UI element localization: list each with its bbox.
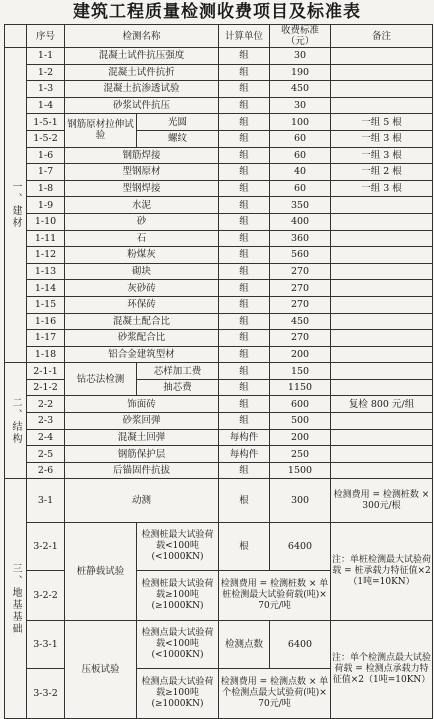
item-no: 1-17 bbox=[27, 330, 65, 347]
item-fee: 1500 bbox=[270, 462, 331, 479]
item-note: 注：单个检测点最大试验荷载 = 检测点承载力特征值×2（1吨=10KN） bbox=[331, 621, 433, 719]
item-fee: 250 bbox=[270, 446, 331, 463]
item-note: 检测费用 = 检测桩数 × 300元/根 bbox=[331, 479, 433, 523]
item-fee: 350 bbox=[270, 197, 331, 214]
item-unit: 组 bbox=[219, 197, 270, 214]
fee-table bbox=[4, 24, 433, 719]
item-name: 环保砖 bbox=[65, 296, 219, 313]
item-unit: 组 bbox=[219, 247, 270, 264]
item-unit: 组 bbox=[219, 97, 270, 114]
table-row bbox=[5, 621, 433, 669]
item-unit: 组 bbox=[219, 330, 270, 347]
item-note bbox=[331, 363, 433, 380]
page-title: 建筑工程质量检测收费项目及标准表 bbox=[73, 2, 361, 22]
item-name: 混凝土抗渗透试验 bbox=[65, 81, 219, 98]
item-fee: 360 bbox=[270, 230, 331, 247]
item-name: 混凝土试件抗折 bbox=[65, 64, 219, 81]
item-unit: 组 bbox=[219, 48, 270, 65]
item-name: 砌块 bbox=[65, 263, 219, 280]
item-note bbox=[331, 247, 433, 264]
table-row bbox=[5, 263, 433, 280]
item-fee: 60 bbox=[270, 130, 331, 147]
item-unit: 组 bbox=[219, 363, 270, 380]
item-note bbox=[331, 296, 433, 313]
item-note bbox=[331, 197, 433, 214]
item-note bbox=[331, 313, 433, 330]
item-no: 1-10 bbox=[27, 213, 65, 230]
item-unit: 组 bbox=[219, 462, 270, 479]
item-no: 1-6 bbox=[27, 147, 65, 164]
table-row bbox=[5, 180, 433, 197]
item-unit: 组 bbox=[219, 230, 270, 247]
item-name: 混凝土配合比 bbox=[65, 313, 219, 330]
item-no: 1-14 bbox=[27, 280, 65, 297]
item-no: 1-7 bbox=[27, 164, 65, 181]
item-unit: 组 bbox=[219, 114, 270, 131]
item-fee: 60 bbox=[270, 147, 331, 164]
table-row bbox=[5, 462, 433, 479]
item-name: 检测桩最大试验荷载<100吨(<1000KN) bbox=[137, 523, 219, 571]
item-fee: 60 bbox=[270, 180, 331, 197]
item-note: 注：单桩检测最大试验荷载 = 桩承载力特征值×2（1吨=10KN） bbox=[331, 523, 433, 621]
item-unit: 组 bbox=[219, 64, 270, 81]
item-fee: 400 bbox=[270, 213, 331, 230]
item-fee: 300 bbox=[270, 479, 331, 523]
item-note bbox=[331, 379, 433, 396]
item-unit: 组 bbox=[219, 313, 270, 330]
item-note bbox=[331, 263, 433, 280]
item-no: 2-5 bbox=[27, 446, 65, 463]
item-group: 钻芯法检测 bbox=[65, 363, 137, 396]
item-note bbox=[331, 280, 433, 297]
item-no: 1-11 bbox=[27, 230, 65, 247]
table-row bbox=[5, 363, 433, 380]
item-fee: 150 bbox=[270, 363, 331, 380]
table-row bbox=[5, 413, 433, 430]
item-no: 1-4 bbox=[27, 97, 65, 114]
item-fee: 100 bbox=[270, 114, 331, 131]
item-no: 1-5-1 bbox=[27, 114, 65, 131]
item-unit: 根 bbox=[219, 523, 270, 571]
item-note bbox=[331, 413, 433, 430]
item-unit: 组 bbox=[219, 81, 270, 98]
item-fee: 560 bbox=[270, 247, 331, 264]
item-no: 1-9 bbox=[27, 197, 65, 214]
item-fee: 200 bbox=[270, 346, 331, 363]
item-unit: 组 bbox=[219, 263, 270, 280]
item-note: 一组 3 根 bbox=[331, 147, 433, 164]
item-note bbox=[331, 462, 433, 479]
item-no: 1-12 bbox=[27, 247, 65, 264]
item-name: 石 bbox=[65, 230, 219, 247]
item-name: 钢筋焊接 bbox=[65, 147, 219, 164]
item-fee: 1150 bbox=[270, 379, 331, 396]
item-name: 型钢原材 bbox=[65, 164, 219, 181]
item-note bbox=[331, 97, 433, 114]
item-no: 2-1-2 bbox=[27, 379, 65, 396]
category-materials: 一、建材 bbox=[5, 48, 27, 363]
item-name: 芯样加工费 bbox=[137, 363, 219, 380]
item-note bbox=[331, 429, 433, 446]
table-row bbox=[5, 64, 433, 81]
item-note: 一组 3 根 bbox=[331, 180, 433, 197]
table-row bbox=[5, 396, 433, 413]
item-group: 压板试验 bbox=[65, 621, 137, 719]
item-fee: 450 bbox=[270, 81, 331, 98]
table-row bbox=[5, 313, 433, 330]
item-unit: 检测点数 bbox=[219, 621, 270, 669]
item-note bbox=[331, 446, 433, 463]
item-name: 动测 bbox=[65, 479, 219, 523]
item-no: 1-3 bbox=[27, 81, 65, 98]
item-name: 后锚固件抗拔 bbox=[65, 462, 219, 479]
item-name: 砂浆配合比 bbox=[65, 330, 219, 347]
item-name: 砂浆试件抗压 bbox=[65, 97, 219, 114]
item-fee: 270 bbox=[270, 280, 331, 297]
table-row bbox=[5, 346, 433, 363]
item-name: 型钢焊接 bbox=[65, 180, 219, 197]
item-fee: 6400 bbox=[270, 523, 331, 571]
item-fee: 190 bbox=[270, 64, 331, 81]
item-unit: 根 bbox=[219, 479, 270, 523]
header-note: 备注 bbox=[331, 25, 433, 48]
item-unit: 组 bbox=[219, 130, 270, 147]
table-row bbox=[5, 523, 433, 571]
table-row bbox=[5, 479, 433, 523]
item-fee: 6400 bbox=[270, 621, 331, 669]
item-no: 2-1-1 bbox=[27, 363, 65, 380]
item-note bbox=[331, 64, 433, 81]
item-no: 3-3-1 bbox=[27, 621, 65, 669]
item-no: 3-2-2 bbox=[27, 571, 65, 621]
item-name: 抽芯费 bbox=[137, 379, 219, 396]
table-row bbox=[5, 429, 433, 446]
item-unit: 组 bbox=[219, 213, 270, 230]
item-group: 钢筋原材拉伸试验 bbox=[65, 114, 137, 147]
table-row bbox=[5, 247, 433, 264]
header-row bbox=[5, 25, 433, 48]
item-name: 检测桩最大试验荷载≥100吨(≥1000KN) bbox=[137, 571, 219, 621]
item-note bbox=[331, 48, 433, 65]
item-unit: 组 bbox=[219, 413, 270, 430]
item-name: 灰砂砖 bbox=[65, 280, 219, 297]
item-fee: 30 bbox=[270, 97, 331, 114]
item-name: 铝合金建筑型材 bbox=[65, 346, 219, 363]
item-calc: 检测费用 = 检测桩数 × 单桩检测最大试验荷载(吨)× 70元/吨 bbox=[219, 571, 331, 621]
table-row bbox=[5, 230, 433, 247]
item-unit: 组 bbox=[219, 147, 270, 164]
item-calc: 检测费用 = 检测点数 × 单个检测点最大试验荷(吨)× 70元/吨 bbox=[219, 669, 331, 719]
item-fee: 270 bbox=[270, 330, 331, 347]
item-name: 饰面砖 bbox=[65, 396, 219, 413]
item-fee: 200 bbox=[270, 429, 331, 446]
item-note bbox=[331, 230, 433, 247]
item-no: 2-6 bbox=[27, 462, 65, 479]
item-note bbox=[331, 213, 433, 230]
item-no: 1-5-2 bbox=[27, 130, 65, 147]
item-note bbox=[331, 330, 433, 347]
table-row bbox=[5, 213, 433, 230]
item-no: 3-2-1 bbox=[27, 523, 65, 571]
header-category bbox=[5, 25, 27, 48]
category-foundation: 三、地基基础 bbox=[5, 479, 27, 719]
table-row bbox=[5, 280, 433, 297]
item-unit: 每构件 bbox=[219, 429, 270, 446]
item-no: 1-8 bbox=[27, 180, 65, 197]
item-unit: 组 bbox=[219, 164, 270, 181]
item-unit: 组 bbox=[219, 180, 270, 197]
table-row bbox=[5, 81, 433, 98]
item-fee: 270 bbox=[270, 263, 331, 280]
item-no: 1-13 bbox=[27, 263, 65, 280]
table-row bbox=[5, 97, 433, 114]
item-note: 一组 5 根 bbox=[331, 114, 433, 131]
item-no: 1-2 bbox=[27, 64, 65, 81]
item-fee: 600 bbox=[270, 396, 331, 413]
table-row bbox=[5, 197, 433, 214]
item-unit: 组 bbox=[219, 396, 270, 413]
item-name: 螺纹 bbox=[137, 130, 219, 147]
table-row bbox=[5, 330, 433, 347]
item-no: 1-18 bbox=[27, 346, 65, 363]
header-fee: 收费标准（元） bbox=[270, 25, 331, 48]
item-unit: 每构件 bbox=[219, 446, 270, 463]
item-note: 一组 3 根 bbox=[331, 130, 433, 147]
item-unit: 组 bbox=[219, 280, 270, 297]
item-no: 1-16 bbox=[27, 313, 65, 330]
item-name: 光圆 bbox=[137, 114, 219, 131]
table-row bbox=[5, 147, 433, 164]
item-no: 2-4 bbox=[27, 429, 65, 446]
item-name: 砂 bbox=[65, 213, 219, 230]
item-name: 钢筋保护层 bbox=[65, 446, 219, 463]
item-name: 粉煤灰 bbox=[65, 247, 219, 264]
item-name: 混凝土试件抗压强度 bbox=[65, 48, 219, 65]
item-name: 混凝土回弹 bbox=[65, 429, 219, 446]
item-unit: 组 bbox=[219, 346, 270, 363]
item-fee: 30 bbox=[270, 48, 331, 65]
item-note bbox=[331, 81, 433, 98]
table-row bbox=[5, 114, 433, 131]
item-no: 3-1 bbox=[27, 479, 65, 523]
item-no: 1-1 bbox=[27, 48, 65, 65]
item-note: 一组 2 根 bbox=[331, 164, 433, 181]
item-fee: 270 bbox=[270, 296, 331, 313]
category-structure: 二、结构 bbox=[5, 363, 27, 479]
item-name: 砂浆回弹 bbox=[65, 413, 219, 430]
item-group: 桩静载试验 bbox=[65, 523, 137, 621]
table-row bbox=[5, 296, 433, 313]
table-row bbox=[5, 446, 433, 463]
item-fee: 40 bbox=[270, 164, 331, 181]
item-no: 2-3 bbox=[27, 413, 65, 430]
item-name: 检测点最大试验荷载<100吨(<1000KN) bbox=[137, 621, 219, 669]
item-no: 1-15 bbox=[27, 296, 65, 313]
item-note: 复检 800 元/组 bbox=[331, 396, 433, 413]
item-fee: 500 bbox=[270, 413, 331, 430]
table-row bbox=[5, 164, 433, 181]
item-fee: 450 bbox=[270, 313, 331, 330]
header-unit: 计算单位 bbox=[219, 25, 270, 48]
item-name: 检测点最大试验荷载≥100吨(≥1000KN) bbox=[137, 669, 219, 719]
item-no: 2-2 bbox=[27, 396, 65, 413]
header-no: 序号 bbox=[27, 25, 65, 48]
item-name: 水泥 bbox=[65, 197, 219, 214]
table-row bbox=[5, 48, 433, 65]
header-name: 检测名称 bbox=[65, 25, 219, 48]
item-no: 3-3-2 bbox=[27, 669, 65, 719]
item-note bbox=[331, 346, 433, 363]
item-unit: 组 bbox=[219, 379, 270, 396]
item-unit: 组 bbox=[219, 296, 270, 313]
